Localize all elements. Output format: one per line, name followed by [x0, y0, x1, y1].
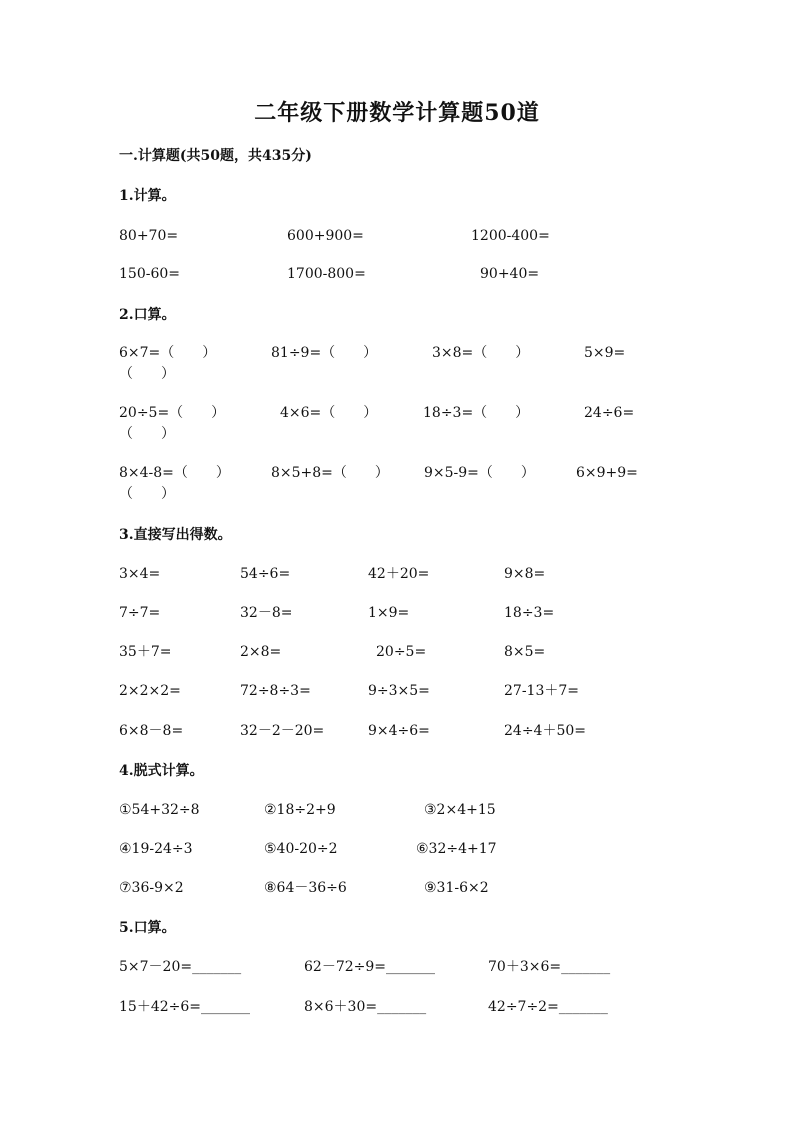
- q3-heading: 3.直接写出得数。: [119, 527, 232, 543]
- q1-item: 80+70=: [119, 228, 179, 244]
- q2-item: 8×5+8=（ ）: [271, 465, 389, 481]
- part-heading: 一.计算题(共50题，共435分): [119, 148, 312, 164]
- q2-item: 8×4-8=（ ）: [119, 465, 230, 481]
- q3-item: 24÷4＋50=: [504, 723, 586, 739]
- q3-item: 32－8=: [240, 605, 293, 621]
- q5-item: 62－72÷9=_______: [304, 959, 435, 975]
- q3-item: 72÷8÷3=: [240, 683, 311, 699]
- q3-item: 18÷3=: [504, 605, 555, 621]
- q3-item: 6×8－8=: [119, 723, 184, 739]
- q2-item: （ ）: [119, 366, 175, 382]
- q1-item: 1700-800=: [287, 266, 366, 282]
- q3-item: 35＋7=: [119, 644, 172, 660]
- q1-item: 150-60=: [119, 266, 180, 282]
- q2-item: （ ）: [119, 486, 175, 502]
- q3-item: 2×8=: [240, 644, 282, 660]
- q4-item: ⑨31-6×2: [424, 880, 489, 896]
- q5-item: 15＋42÷6=_______: [119, 999, 250, 1015]
- q4-item: ⑤40-20÷2: [264, 841, 338, 857]
- q3-item: 9÷3×5=: [368, 683, 430, 699]
- q2-item: 3×8=（ ）: [432, 345, 530, 361]
- q2-item: 20÷5=（ ）: [119, 405, 226, 421]
- q4-item: ①54+32÷8: [119, 802, 200, 818]
- q3-item: 2×2×2=: [119, 683, 181, 699]
- q2-item: 4×6=（ ）: [280, 405, 378, 421]
- q3-item: 9×4÷6=: [368, 723, 430, 739]
- q5-item: 5×7－20=_______: [119, 959, 242, 975]
- q5-heading: 5.口算。: [119, 920, 176, 936]
- q3-item: 54÷6=: [240, 566, 291, 582]
- q3-item: 20÷5=: [376, 644, 427, 660]
- q1-item: 90+40=: [480, 266, 540, 282]
- q3-item: 1×9=: [368, 605, 410, 621]
- q2-item: 6×7=（ ）: [119, 345, 217, 361]
- q3-item: 8×5=: [504, 644, 546, 660]
- q3-item: 27-13＋7=: [504, 683, 579, 699]
- q4-item: ④19-24÷3: [119, 841, 193, 857]
- q2-item: 5×9=: [584, 345, 626, 361]
- q2-item: 6×9+9=: [576, 465, 638, 481]
- q1-item: 600+900=: [287, 228, 364, 244]
- q4-heading: 4.脱式计算。: [119, 763, 204, 779]
- q2-item: 18÷3=（ ）: [423, 405, 530, 421]
- q4-item: ⑧64－36÷6: [264, 880, 347, 896]
- q2-item: 24÷6=: [584, 405, 635, 421]
- q4-item: ②18÷2+9: [264, 802, 336, 818]
- page-title: 二年级下册数学计算题50道: [254, 100, 540, 126]
- q2-heading: 2.口算。: [119, 307, 176, 323]
- q1-item: 1200-400=: [471, 228, 550, 244]
- q4-item: ⑥32÷4+17: [416, 841, 497, 857]
- q4-item: ③2×4+15: [424, 802, 496, 818]
- q3-item: 9×8=: [504, 566, 546, 582]
- q3-item: 7÷7=: [119, 605, 161, 621]
- q3-item: 32－2－20=: [240, 723, 325, 739]
- q2-item: 9×5-9=（ ）: [424, 465, 535, 481]
- q5-item: 70＋3×6=_______: [488, 959, 611, 975]
- q5-item: 8×6＋30=_______: [304, 999, 427, 1015]
- q2-item: （ ）: [119, 426, 175, 442]
- q3-item: 3×4=: [119, 566, 161, 582]
- q1-heading: 1.计算。: [119, 188, 176, 204]
- q5-item: 42÷7÷2=_______: [488, 999, 608, 1015]
- q2-item: 81÷9=（ ）: [271, 345, 378, 361]
- q4-item: ⑦36-9×2: [119, 880, 184, 896]
- q3-item: 42＋20=: [368, 566, 430, 582]
